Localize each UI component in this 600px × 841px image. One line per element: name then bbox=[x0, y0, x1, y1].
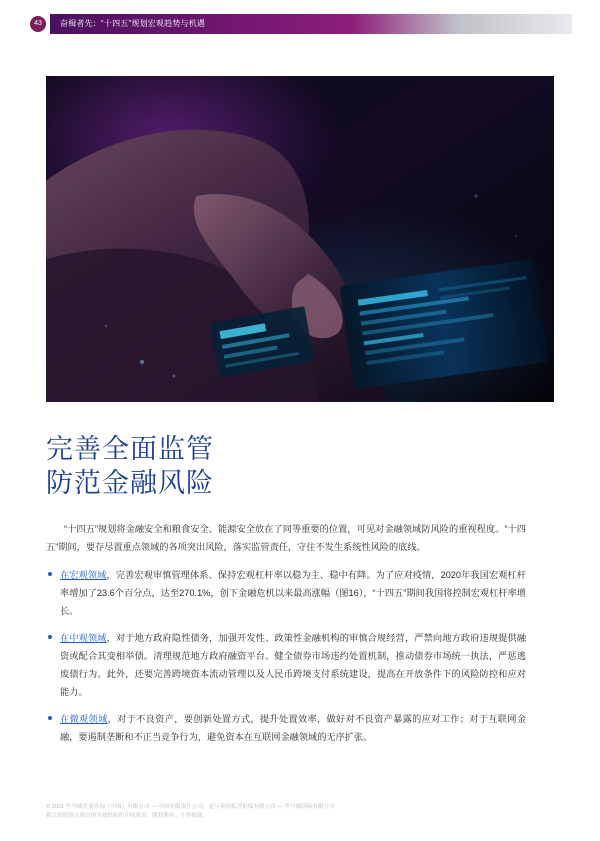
fingerprint-scan-photo bbox=[46, 76, 554, 402]
list-item bbox=[46, 710, 526, 746]
bullet-text: ，完善宏观审慎管理体系、保持宏观杠杆率以稳为主、稳中有降。为了应对疫情，2020年我国宏观杠杆率增加了23.6个百分点，达至270.1%，创下金融危机以来最高涨幅（图16），“十四五”期间我国将控制宏观杠杆率增长。 bbox=[60, 570, 527, 616]
bullet-lead-in: 在中观领域 bbox=[60, 633, 107, 643]
header-strip bbox=[50, 14, 572, 34]
page-title bbox=[46, 432, 516, 500]
bullet-dot-icon bbox=[48, 716, 52, 720]
page-number-badge bbox=[28, 14, 50, 34]
body-content bbox=[46, 520, 526, 755]
bullet-lead-in: 在宏观领域 bbox=[60, 570, 107, 580]
bullet-text: ，对于地方政府隐性债务，加强开发性、政策性金融机构的审慎合规经营，严禁向地方政府违规提供融资或配合其变相举债。清理规范地方政府融资平台。健全债券市场违约处置机制，推动债券市场统一执法，严惩逃废债行为。此外，还要完善跨境资本流动管理以及人民币跨境支付系统建设，提高在开放条件下的风险防控和应对能力。 bbox=[60, 633, 527, 697]
page-title-line-2: 防范金融风险 bbox=[46, 468, 214, 498]
page-title-line-1: 完善全面监管 bbox=[46, 434, 214, 464]
bullet-lead-in: 在微观领域 bbox=[60, 714, 108, 724]
page-number: 43 bbox=[30, 16, 46, 32]
list-item bbox=[46, 629, 526, 701]
bullet-dot-icon bbox=[48, 572, 52, 576]
page-footer bbox=[46, 803, 554, 821]
page-header bbox=[28, 14, 572, 34]
header-title: 奋楫者先：“十四五”规划宏观趋势与机遇 bbox=[60, 19, 206, 28]
bullet-list bbox=[46, 566, 526, 746]
bullet-dot-icon bbox=[48, 635, 52, 639]
footer-line-1: © 2021 毕马威企业咨询（中国）有限公司 — 中国有限责任公司，是与英国私营担保有限公司 — 毕马威国际有限公司 bbox=[46, 804, 335, 810]
lead-paragraph: “十四五”规划将金融安全和粮食安全、能源安全放在了同等重要的位置，可见对金融领域防风险的重视程度。“十四五”期间，要存尽置重点领域的各项突出风险，落实监管责任，守住不发生系统性风险的底线。 bbox=[46, 524, 526, 552]
hero-image bbox=[46, 76, 554, 402]
list-item bbox=[46, 566, 526, 620]
footer-line-2: 相关联的独立成员所全球性组织中的成员。版权所有。不得转载。 bbox=[46, 813, 209, 819]
bullet-text: ，对于不良资产，要创新处置方式，提升处置效率，做好对不良资产暴露的应对工作；对于互联网金融，要遏制垄断和不正当竞争行为，避免资本在互联网金融领域的无序扩张。 bbox=[60, 714, 527, 742]
